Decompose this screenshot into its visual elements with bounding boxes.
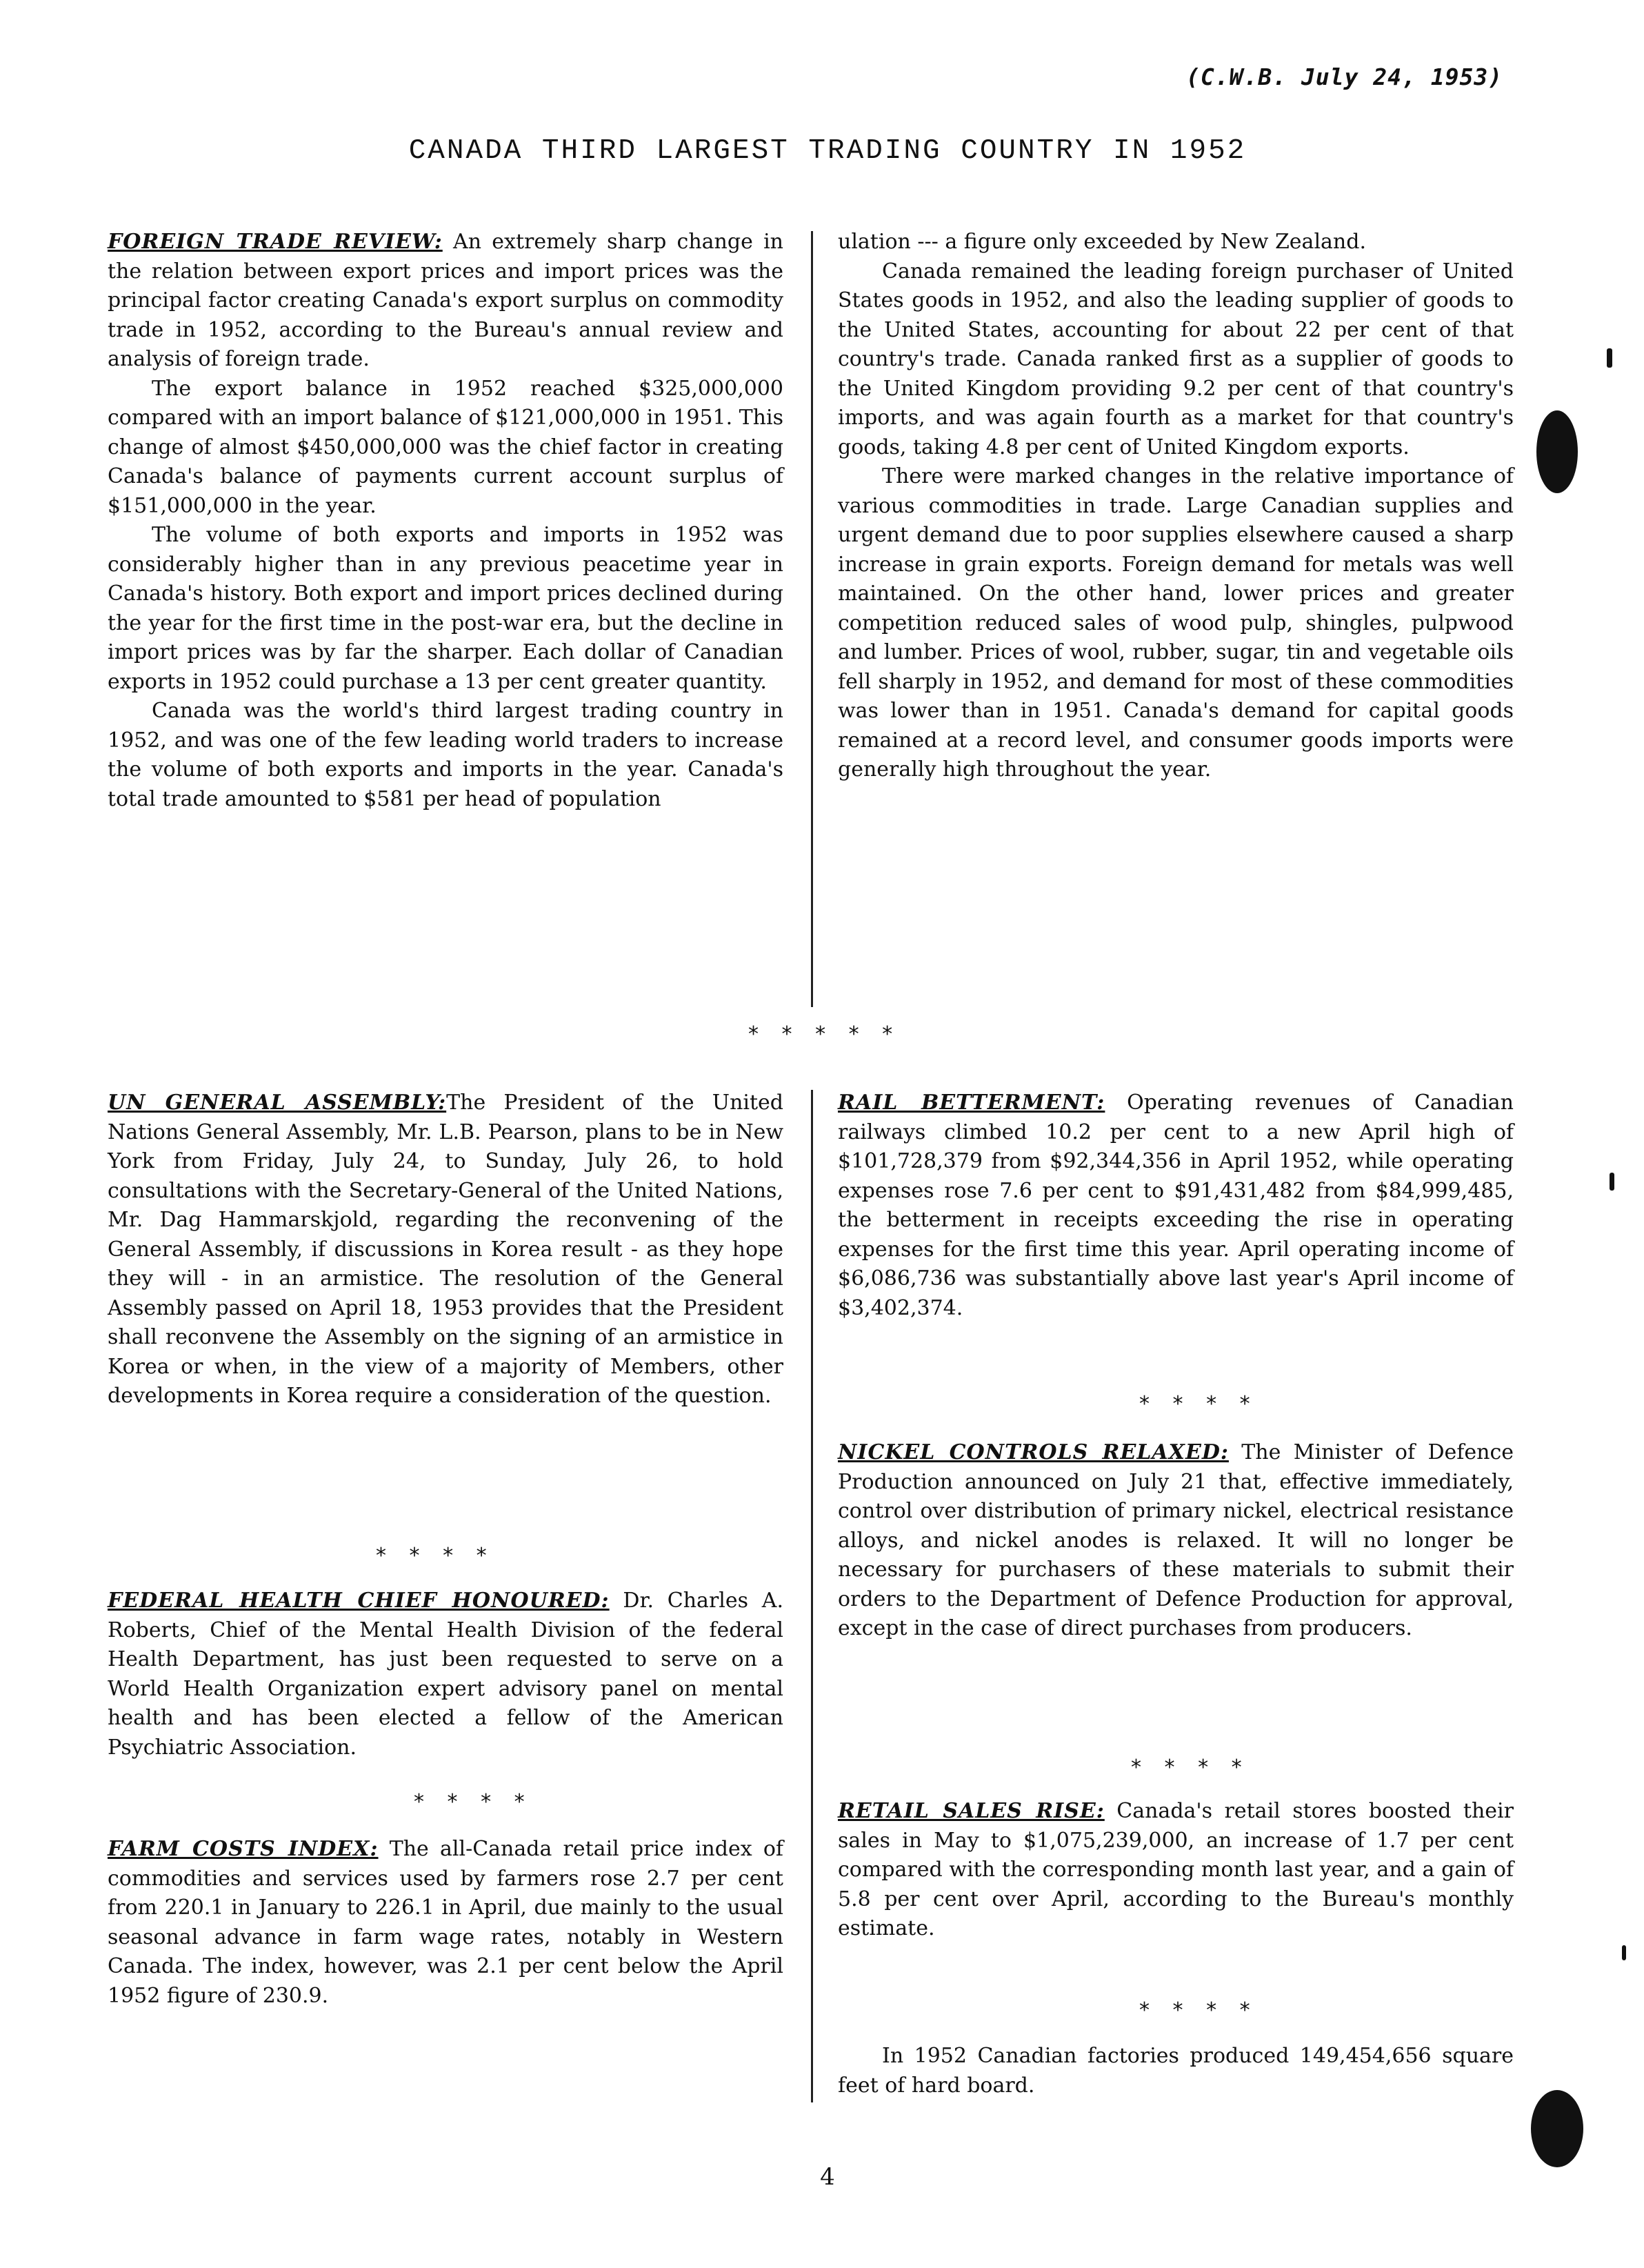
nickel-text: The Minister of Defence Production announced on July 21 that, effective immediately, control over distribution of primary nickel, electrical resistance alloys, and nickel anodes is relaxed. It will no longer be necessary for purchasers of these materials to submit their orders to the Department of Defence Production for approval, except in the case of direct purchases from producers.	[838, 1440, 1514, 1640]
hardboard-block	[838, 2042, 1514, 2100]
item-separator-3: * * * *	[1139, 1392, 1259, 1416]
health-chief-item	[108, 1586, 783, 1762]
rail-lead: RAIL BETTERMENT:	[838, 1091, 1105, 1115]
nickel-block	[838, 1438, 1514, 1644]
farm-costs-block	[108, 1835, 783, 2011]
binder-hole-top	[1536, 410, 1578, 493]
issue-reference: (C.W.B. July 24, 1953)	[1186, 63, 1503, 90]
binder-hole-bottom	[1531, 2090, 1583, 2167]
trade-paragraph-1	[108, 228, 783, 375]
nickel-item	[838, 1438, 1514, 1644]
section-separator: * * * * *	[748, 1022, 901, 1046]
trade-article-lead: FOREIGN TRADE REVIEW:	[108, 230, 443, 254]
lower-left-column	[108, 1088, 783, 1411]
health-chief-lead: FEDERAL HEALTH CHIEF HONOURED:	[108, 1589, 610, 1613]
trade-article-right-column	[838, 228, 1514, 785]
farm-costs-text: The all-Canada retail price index of commodities and services used by farmers rose 2.7 per cent from 220.1 in January to 226.1 in April, due mainly to the usual seasonal advance in farm wage rates, notably in Western Canada. The index, however, was 2.1 per cent below the April 1952 figure of 230.9.	[108, 1837, 783, 2008]
nickel-lead: NICKEL CONTROLS RELAXED:	[838, 1440, 1229, 1464]
farm-costs-item	[108, 1835, 783, 2011]
retail-lead: RETAIL SALES RISE:	[838, 1799, 1105, 1823]
item-separator-4: * * * *	[1131, 1755, 1250, 1780]
rail-item	[838, 1088, 1514, 1323]
trade-paragraph-4: Canada was the world's third largest trading country in 1952, and was one of the few leading world traders to increase the volume of both exports and imports in the year. Canada's total trade amounted to $581 per head of population	[108, 699, 783, 811]
trade-paragraph-2: The export balance in 1952 reached $325,000,000 compared with an import balance of $121,000,000 in 1951. This change of almost $450,000,000 was the chief factor in creating Canada's balance of payments current account surplus of $151,000,000 in the year.	[108, 376, 783, 518]
trade-article-left-column	[108, 228, 783, 814]
item-separator-1: * * * *	[376, 1544, 495, 1568]
rail-text: Operating revenues of Canadian railways climbed 10.2 per cent to a new April high of $101,728,379 from $92,344,356 in April 1952, while operating expenses rose 7.6 per cent to $91,431,482 from $84,999,485, the betterment in receipts exceeding the rise in operating expenses for the first time this year. April operating income of $6,086,736 was substantially above last year's April income of $3,402,374.	[838, 1091, 1514, 1320]
trade-paragraph-5: ulation --- a figure only exceeded by New Zealand.	[838, 230, 1366, 254]
hardboard-item: In 1952 Canadian factories produced 149,454,656 square feet of hard board.	[838, 2044, 1514, 2098]
un-assembly-lead: UN GENERAL ASSEMBLY:	[108, 1091, 447, 1115]
margin-mark-2	[1610, 1173, 1614, 1191]
trade-paragraph-1-text: An extremely sharp change in the relation between export prices and import prices was the principal factor creating Canada's export surplus on commodity trade in 1952, according to the Bureau's annual review and analysis of foreign trade.	[108, 230, 784, 371]
trade-paragraph-3: The volume of both exports and imports in 1952 was considerably higher than in any previous peacetime year in Canada's history. Both export and import prices declined during the year for the first time in the post-war era, but the decline in import prices was by far the sharper. Each dollar of Canadian exports in 1952 could purchase a 13 per cent greater quantity.	[108, 523, 783, 694]
un-assembly-text: The President of the United Nations General Assembly, Mr. L.B. Pearson, plans to be in New York from Friday, July 24, to Sunday, July 26, to hold consultations with the Secretary-General of the United Nations, Mr. Dag Hammarskjold, regarding the reconvening of the General Assembly, if discussions in Korea result - as they hope they will - in an armistice. The resolution of the General Assembly passed on April 18, 1953 provides that the President shall reconvene the Assembly on the signing of an armistice in Korea or when, in the view of a majority of Members, other developments in Korea require a consideration of the question.	[108, 1091, 784, 1408]
un-assembly-item	[108, 1088, 783, 1411]
retail-item	[838, 1797, 1514, 1944]
page-headline: CANADA THIRD LARGEST TRADING COUNTRY IN 1952	[408, 135, 1247, 167]
trade-paragraph-6: Canada remained the leading foreign purchaser of United States goods in 1952, and also the leading supplier of goods to the United States, accounting for about 22 per cent of that country's trade. Canada ranked first as a supplier of goods to the United Kingdom providing 9.2 per cent of that country's imports, and was again fourth as a market for that country's goods, taking 4.8 per cent of United Kingdom exports.	[838, 259, 1514, 459]
margin-mark-3	[1622, 1945, 1626, 1960]
item-separator-5: * * * *	[1139, 1998, 1259, 2022]
item-separator-2: * * * *	[414, 1790, 533, 1814]
column-divider-bottom	[811, 1090, 813, 2102]
trade-paragraph-7: There were marked changes in the relative importance of various commodities in trade. Large Canadian supplies and urgent demand due to poor supplies elsewhere caused a sharp increase in grain exports. Foreign demand for metals was well maintained. On the other hand, lower prices and greater competition reduced sales of wood pulp, shingles, pulpwood and lumber. Prices of wool, rubber, sugar, tin and vegetable oils fell sharply in 1952, and demand for most of these commodities was lower than in 1951. Canada's demand for capital goods remained at a record level, and consumer goods imports were generally high throughout the year.	[838, 464, 1514, 782]
retail-block	[838, 1797, 1514, 1944]
farm-costs-lead: FARM COSTS INDEX:	[108, 1837, 379, 1861]
retail-text: Canada's retail stores boosted their sales in May to $1,075,239,000, an increase of 1.7 per cent compared with the corresponding month last year, and a gain of 5.8 per cent over April, according to the Bureau's monthly estimate.	[838, 1799, 1514, 1940]
column-divider-top	[811, 231, 813, 1007]
rail-block	[838, 1088, 1514, 1323]
health-chief-text: Dr. Charles A. Roberts, Chief of the Mental Health Division of the federal Health Department, has just been requested to serve on a World Health Organization expert advisory panel on mental health and has been elected a fellow of the American Psychiatric Association.	[108, 1589, 783, 1760]
health-chief-block	[108, 1586, 783, 1762]
margin-mark-1	[1607, 348, 1612, 368]
page-number: 4	[820, 2163, 835, 2191]
